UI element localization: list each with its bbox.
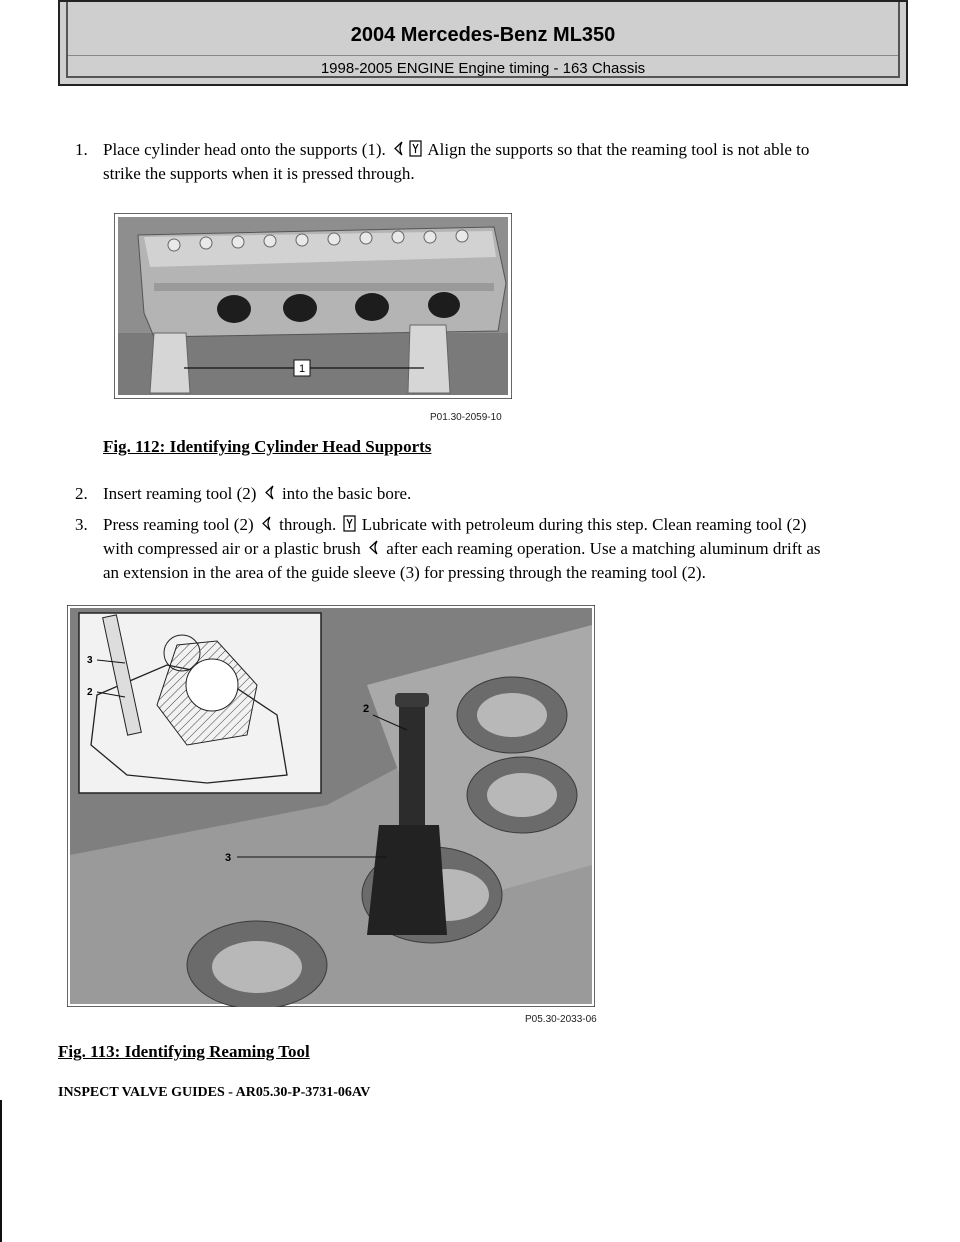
step-3-text: [103, 513, 933, 585]
section-heading: INSPECT VALVE GUIDES - AR05.30-P-3731-06AV: [58, 1085, 371, 1100]
step-2-number: 2.: [75, 484, 88, 503]
step-3-line-1a: Press reaming tool (2): [103, 515, 254, 534]
callout-2-photo: 2: [363, 703, 370, 715]
callout-2-inset: 2: [87, 687, 93, 698]
header-divider: [68, 55, 898, 56]
step-3-line-1b: through.: [279, 515, 337, 534]
step-2-text: [103, 482, 923, 506]
page-edge-line: [0, 1100, 2, 1242]
figure-112-caption[interactable]: Fig. 112: Identifying Cylinder Head Supports: [103, 437, 432, 456]
step-2-line-a: Insert reaming tool (2): [103, 484, 257, 503]
tool-icon[interactable]: [263, 484, 276, 501]
document-subtitle: 1998-2005 ENGINE Engine timing - 163 Chassis: [320, 60, 646, 77]
tool-icon[interactable]: [392, 140, 405, 157]
callout-1: 1: [298, 363, 306, 375]
figure-113-caption[interactable]: Fig. 113: Identifying Reaming Tool: [58, 1042, 310, 1061]
step-1-line-2: strike the supports when it is pressed through.: [103, 164, 415, 183]
step-3-number: 3.: [75, 515, 88, 534]
figure-112-image: [114, 213, 512, 399]
tool-icon[interactable]: [367, 539, 380, 556]
header-frame: [66, 2, 900, 78]
step-2-line-b: into the basic bore.: [281, 484, 412, 503]
step-1-line-1a: Place cylinder head onto the supports (1).: [103, 140, 386, 159]
step-3-line-2a: with compressed air or a plastic brush: [103, 539, 361, 558]
figure-113-ref: P05.30-2033-06: [525, 1014, 597, 1025]
tool-icon[interactable]: [260, 515, 273, 532]
step-1-text: [103, 138, 923, 186]
step-1-line-1b: Align the supports so that the reaming tool is not able to: [427, 140, 810, 159]
step-3-line-1c: Lubricate with petroleum during this step. Clean reaming tool (2): [361, 515, 807, 534]
note-icon[interactable]: [343, 515, 356, 532]
callout-3-photo: 3: [225, 852, 232, 864]
step-3-line-3: an extension in the area of the guide sleeve (3) for pressing through the reaming tool (2).: [103, 563, 706, 582]
step-3-line-2b: after each reaming operation. Use a matching aluminum drift as: [386, 539, 821, 558]
figure-113-image: [67, 605, 595, 1007]
document-title: 2004 Mercedes-Benz ML350: [350, 24, 616, 46]
page-header: [58, 0, 908, 86]
note-icon[interactable]: [409, 140, 422, 157]
figure-112-ref: P01.30-2059-10: [430, 412, 502, 423]
callout-3-inset: 3: [87, 655, 93, 666]
step-1-number: 1.: [75, 140, 88, 159]
